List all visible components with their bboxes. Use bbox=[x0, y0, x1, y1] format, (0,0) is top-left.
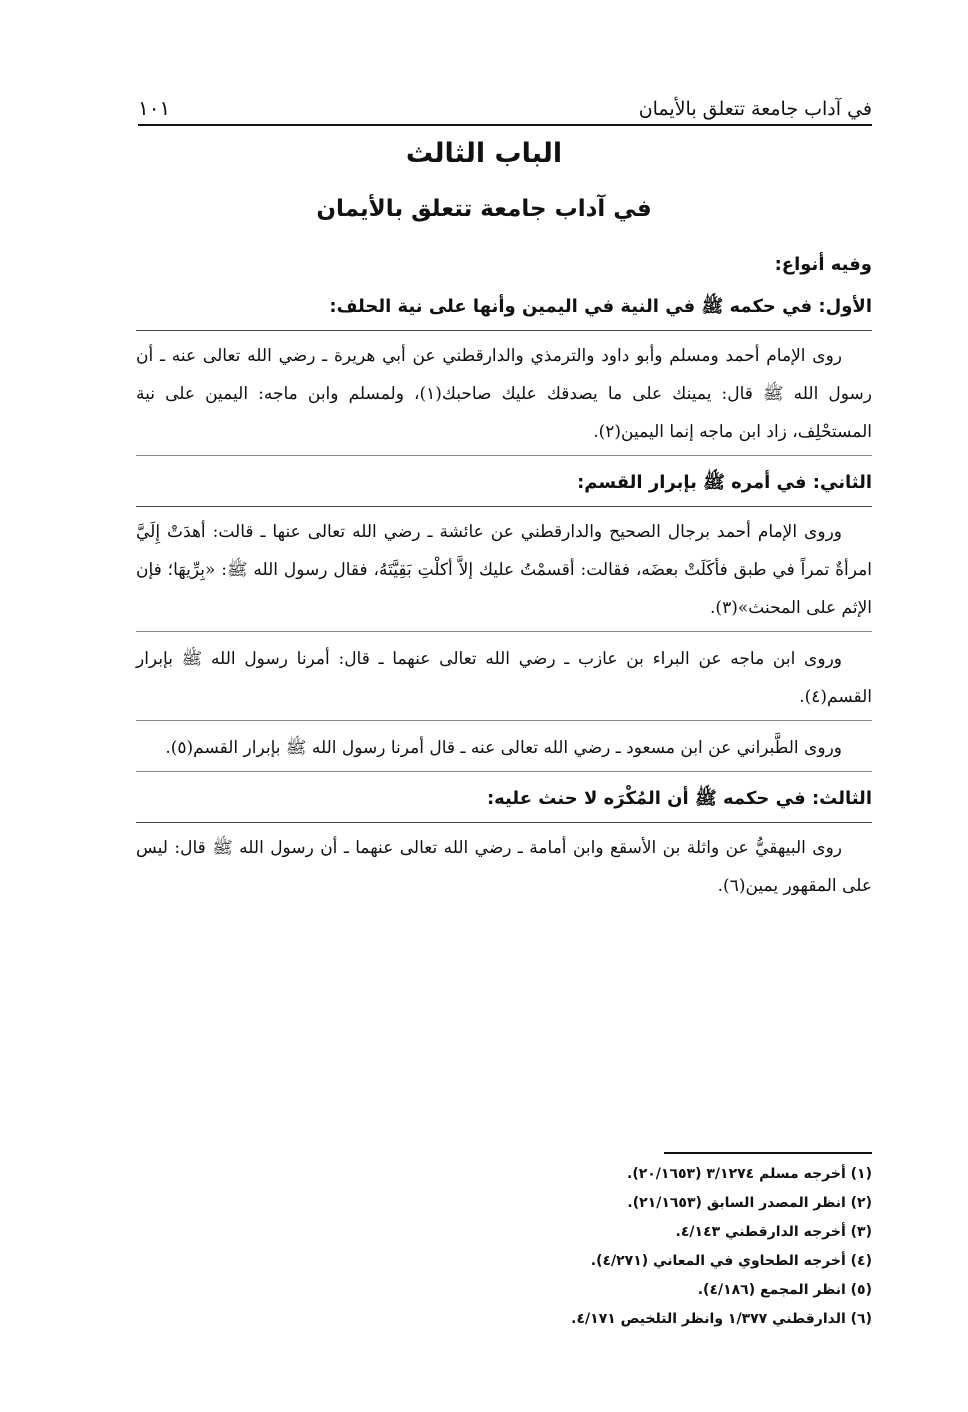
footnote: (٣) أخرجه الدارقطني ٤/١٤٣. bbox=[675, 1224, 872, 1240]
section-heading-first: الأول: في حكمه ﷺ في النية في اليمين وأنها على نية الحلف: bbox=[136, 288, 872, 331]
paragraph: روى الإمام أحمد ومسلم وأبو داود والترمذي والدارقطني عن أبي هريرة ـ رضي الله تعالى عنه ـ أن رسول الله ﷺ قال: يمينك على ما يصدقك عليك صاحبك(١)، ولمسلم وابن ماجه: اليمين على نية المستحْلِف، زاد ابن ماجه إنما اليمين(٢). bbox=[136, 337, 872, 456]
page-number: ١٠١ bbox=[138, 96, 171, 120]
footnote: (٢) انظر المصدر السابق (٢١/١٦٥٣). bbox=[627, 1195, 872, 1211]
section-heading-second: الثاني: في أمره ﷺ بإبرار القسم: bbox=[136, 464, 872, 507]
footnote: (٥) انظر المجمع (٤/١٨٦). bbox=[697, 1282, 872, 1298]
footnote: (١) أخرجه مسلم ٣/١٢٧٤ (٢٠/١٦٥٣). bbox=[627, 1166, 872, 1182]
page-header bbox=[138, 86, 872, 126]
section-heading-third: الثالث: في حكمه ﷺ أن المُكْرَه لا حنث عليه: bbox=[136, 780, 872, 823]
chapter-title: الباب الثالث bbox=[405, 138, 563, 169]
footnote-divider bbox=[664, 1152, 872, 1154]
intro-line: وفيه أنواع: bbox=[774, 254, 872, 275]
paragraph: روى البيهقيُّ عن واثلة بن الأسقع وابن أمامة ـ رضي الله تعالى عنهما ـ أن رسول الله ﷺ قال: ليس على المقهور يمين(٦). bbox=[136, 838, 872, 896]
paragraph: وروى الطَّبراني عن ابن مسعود ـ رضي الله تعالى عنه ـ قال أمرنا رسول الله ﷺ بإبرار القسم(٥). bbox=[136, 729, 872, 772]
running-title: في آداب جامعة تتعلق بالأيمان bbox=[638, 98, 872, 120]
footnote: (٦) الدارقطني ١/٣٧٧ وانظر التلخيص ٤/١٧١. bbox=[571, 1311, 872, 1327]
footnotes-list bbox=[400, 1160, 872, 1334]
paragraph: وروى ابن ماجه عن البراء بن عازب ـ رضي الله تعالى عنهما ـ قال: أمرنا رسول الله ﷺ بإبرار القسم(٤). bbox=[136, 640, 872, 721]
main-text bbox=[136, 246, 872, 917]
paragraph: وروى الإمام أحمد برجال الصحيح والدارقطني عن عائشة ـ رضي الله تعالى عنها ـ قالت: أهدَتْ إِلَيَّ امرأةٌ تمراً في طبق فأكَلَتْ بعضَه، فقالت: أقسمْتُ عليك إلاَّ أكلْتِ بَقِيَّتَهُ، فقال رسول الله ﷺ: «بِرِّيهَا؛ فإن الإثم على المحنث»(٣). bbox=[136, 513, 872, 632]
footnote: (٤) أخرجه الطحاوي في المعاني (٤/٢٧١). bbox=[590, 1253, 872, 1269]
chapter-subtitle: في آداب جامعة تتعلق بالأيمان bbox=[316, 196, 652, 222]
